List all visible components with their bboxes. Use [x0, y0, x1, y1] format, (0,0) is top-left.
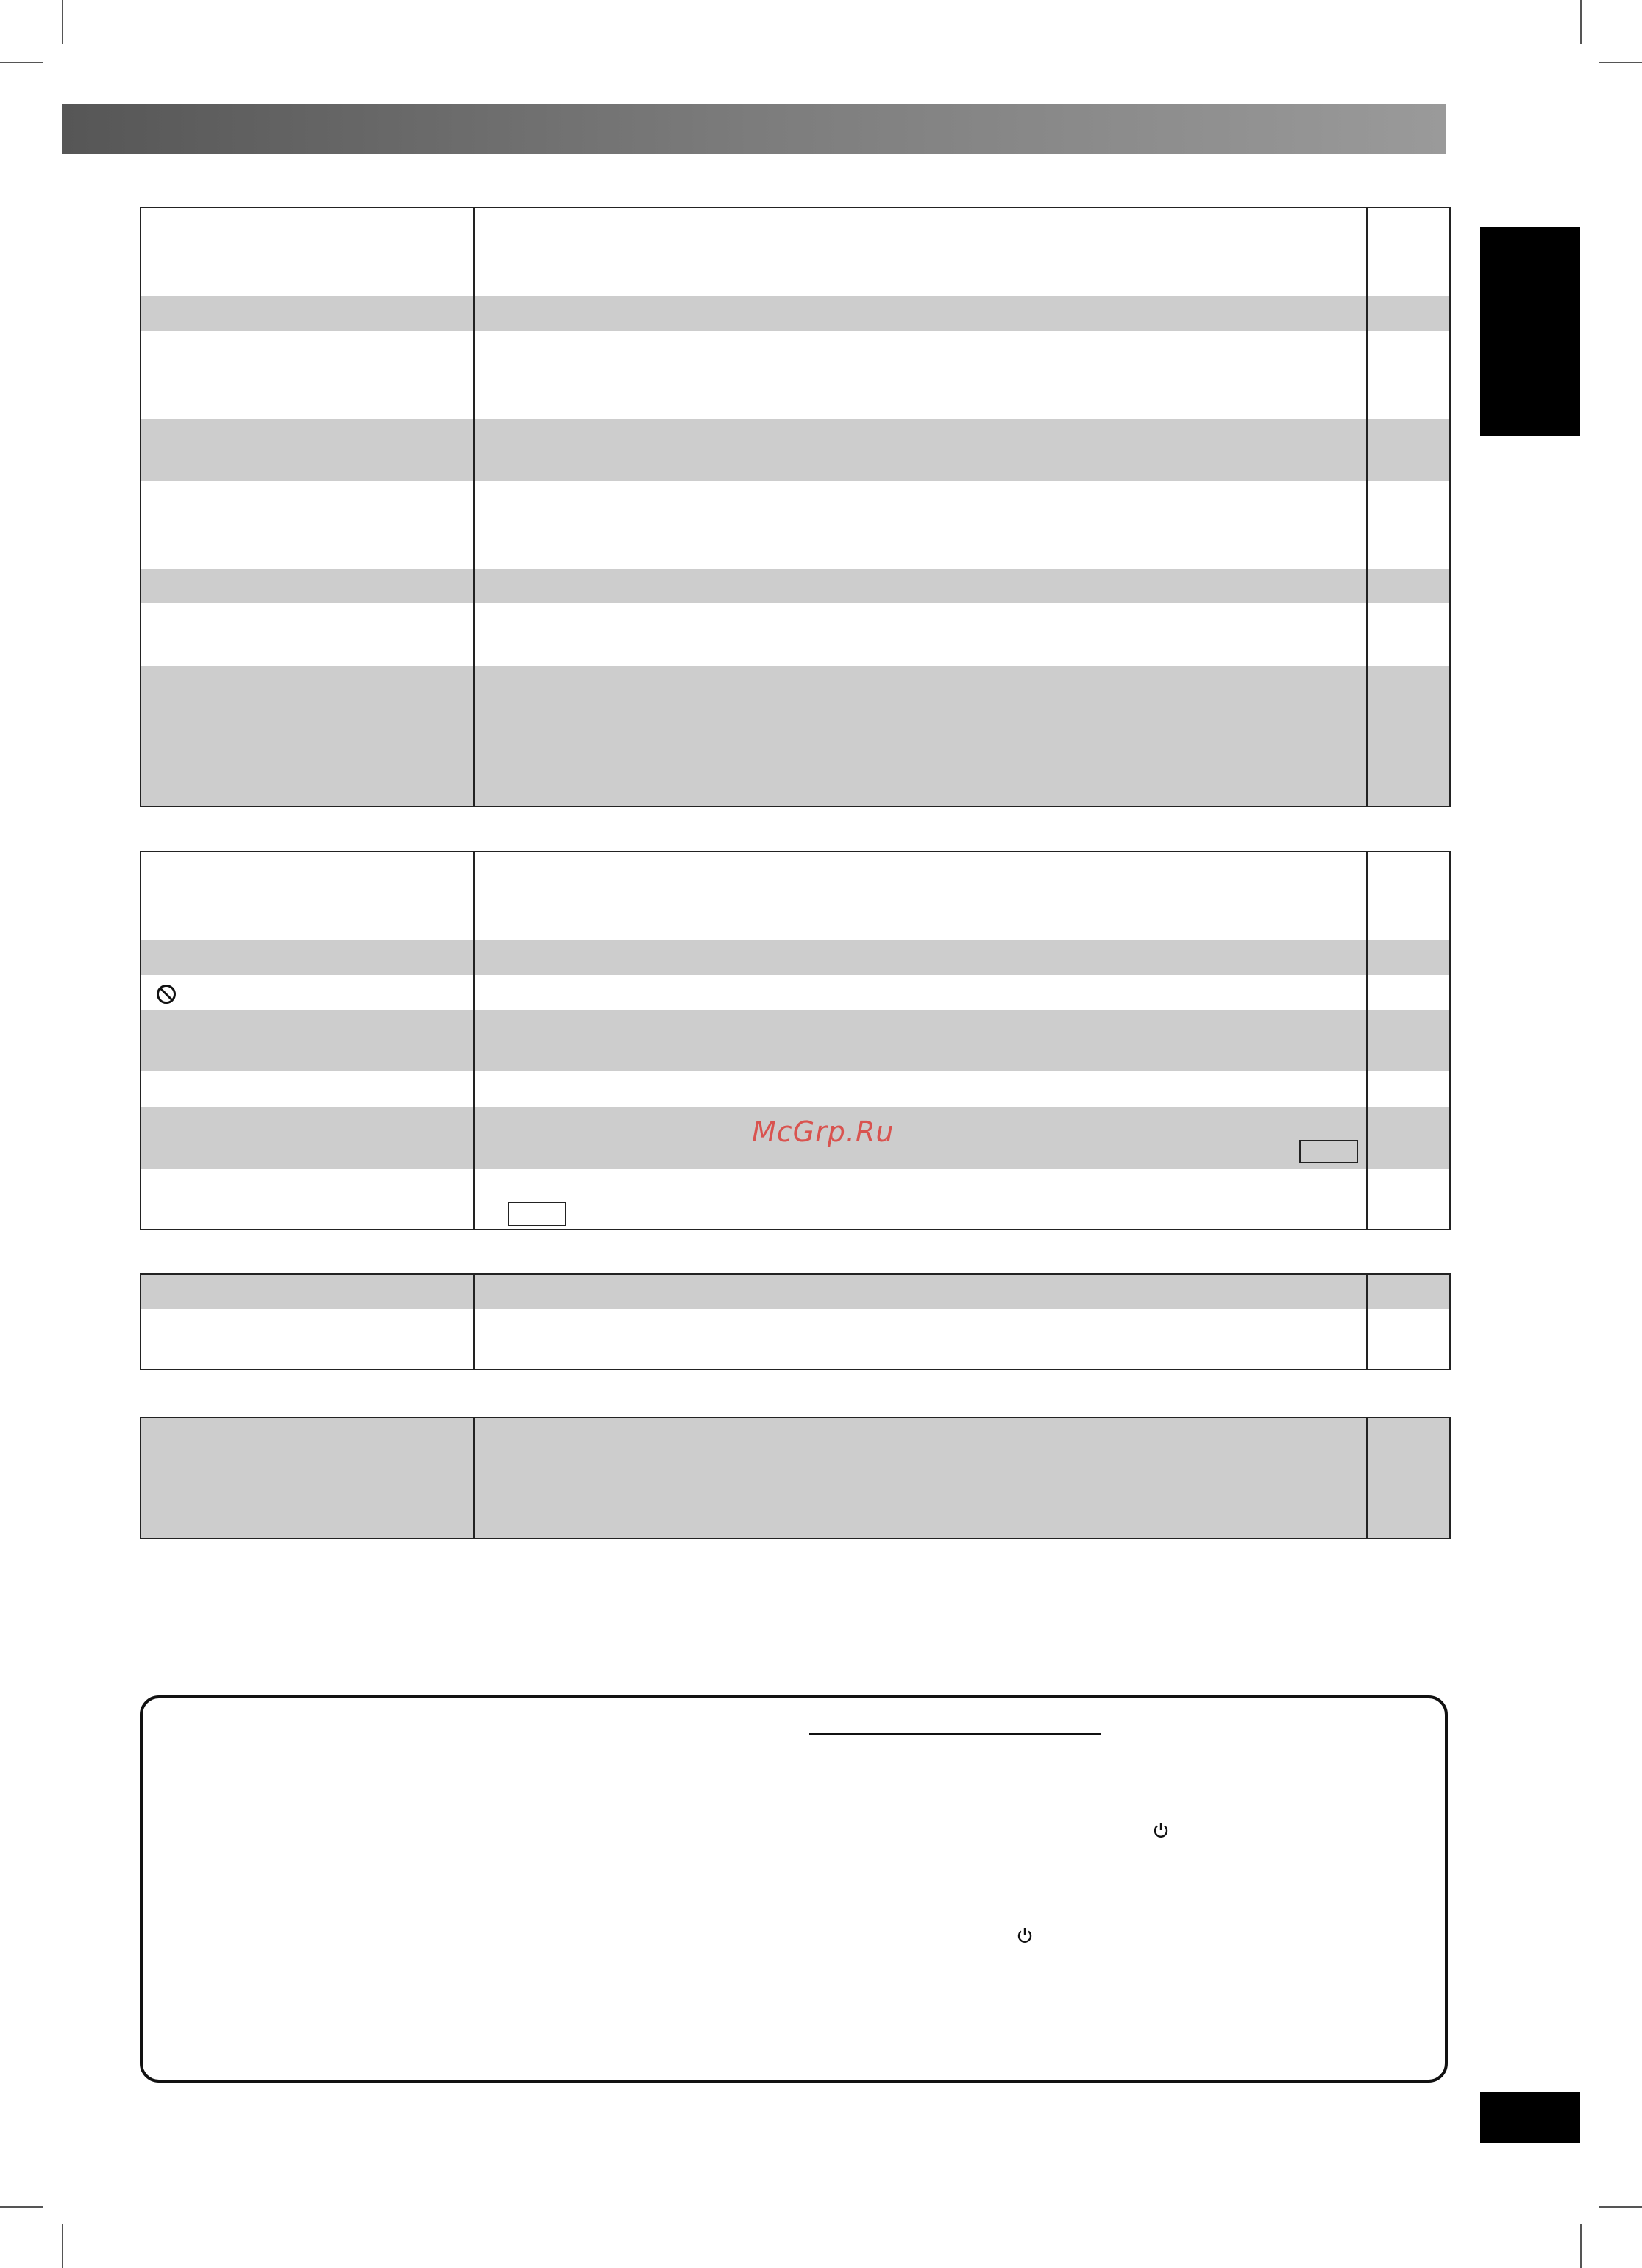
- column-divider: [473, 852, 475, 1229]
- crop-mark-top-right-vertical: [1580, 0, 1582, 44]
- power-icon: [1016, 1927, 1034, 1946]
- table-row: [141, 666, 1449, 806]
- table-row: [141, 1010, 1449, 1071]
- section-header-bar: [62, 104, 1446, 154]
- table-row: [141, 1275, 1449, 1309]
- watermark-text: McGrp.Ru: [752, 1116, 895, 1148]
- language-side-tab: [1480, 227, 1580, 436]
- column-divider: [1366, 852, 1368, 1229]
- crop-mark-bottom-right-horizontal: [1599, 2206, 1642, 2208]
- button-label-box: [1299, 1140, 1358, 1163]
- table-row: [141, 296, 1449, 331]
- crop-mark-top-left-horizontal: [0, 62, 43, 63]
- column-divider: [1366, 1418, 1368, 1538]
- column-divider: [473, 1418, 475, 1538]
- power-icon: [1152, 1821, 1170, 1840]
- troubleshooting-table-3: [140, 1273, 1451, 1370]
- troubleshooting-table-1: [140, 207, 1451, 807]
- crop-mark-top-right-horizontal: [1599, 62, 1642, 63]
- column-divider: [473, 208, 475, 806]
- column-divider: [473, 1275, 475, 1369]
- troubleshooting-table-2: [140, 851, 1451, 1230]
- table-row: [141, 1418, 1449, 1538]
- table-row: [141, 940, 1449, 975]
- crop-mark-bottom-left-vertical: [62, 2224, 63, 2268]
- crop-mark-bottom-right-vertical: [1580, 2224, 1582, 2268]
- crop-mark-top-left-vertical: [62, 0, 63, 44]
- prohibit-icon: [156, 984, 177, 1004]
- button-label-box: [508, 1202, 566, 1226]
- crop-mark-bottom-left-horizontal: [0, 2206, 43, 2208]
- note-box: [140, 1695, 1448, 2083]
- note-heading-underline: [809, 1733, 1101, 1735]
- column-divider: [1366, 208, 1368, 806]
- page-number-tab: [1480, 2092, 1580, 2143]
- column-divider: [1366, 1275, 1368, 1369]
- troubleshooting-table-4: [140, 1417, 1451, 1539]
- table-row: [141, 419, 1449, 481]
- table-row: [141, 569, 1449, 603]
